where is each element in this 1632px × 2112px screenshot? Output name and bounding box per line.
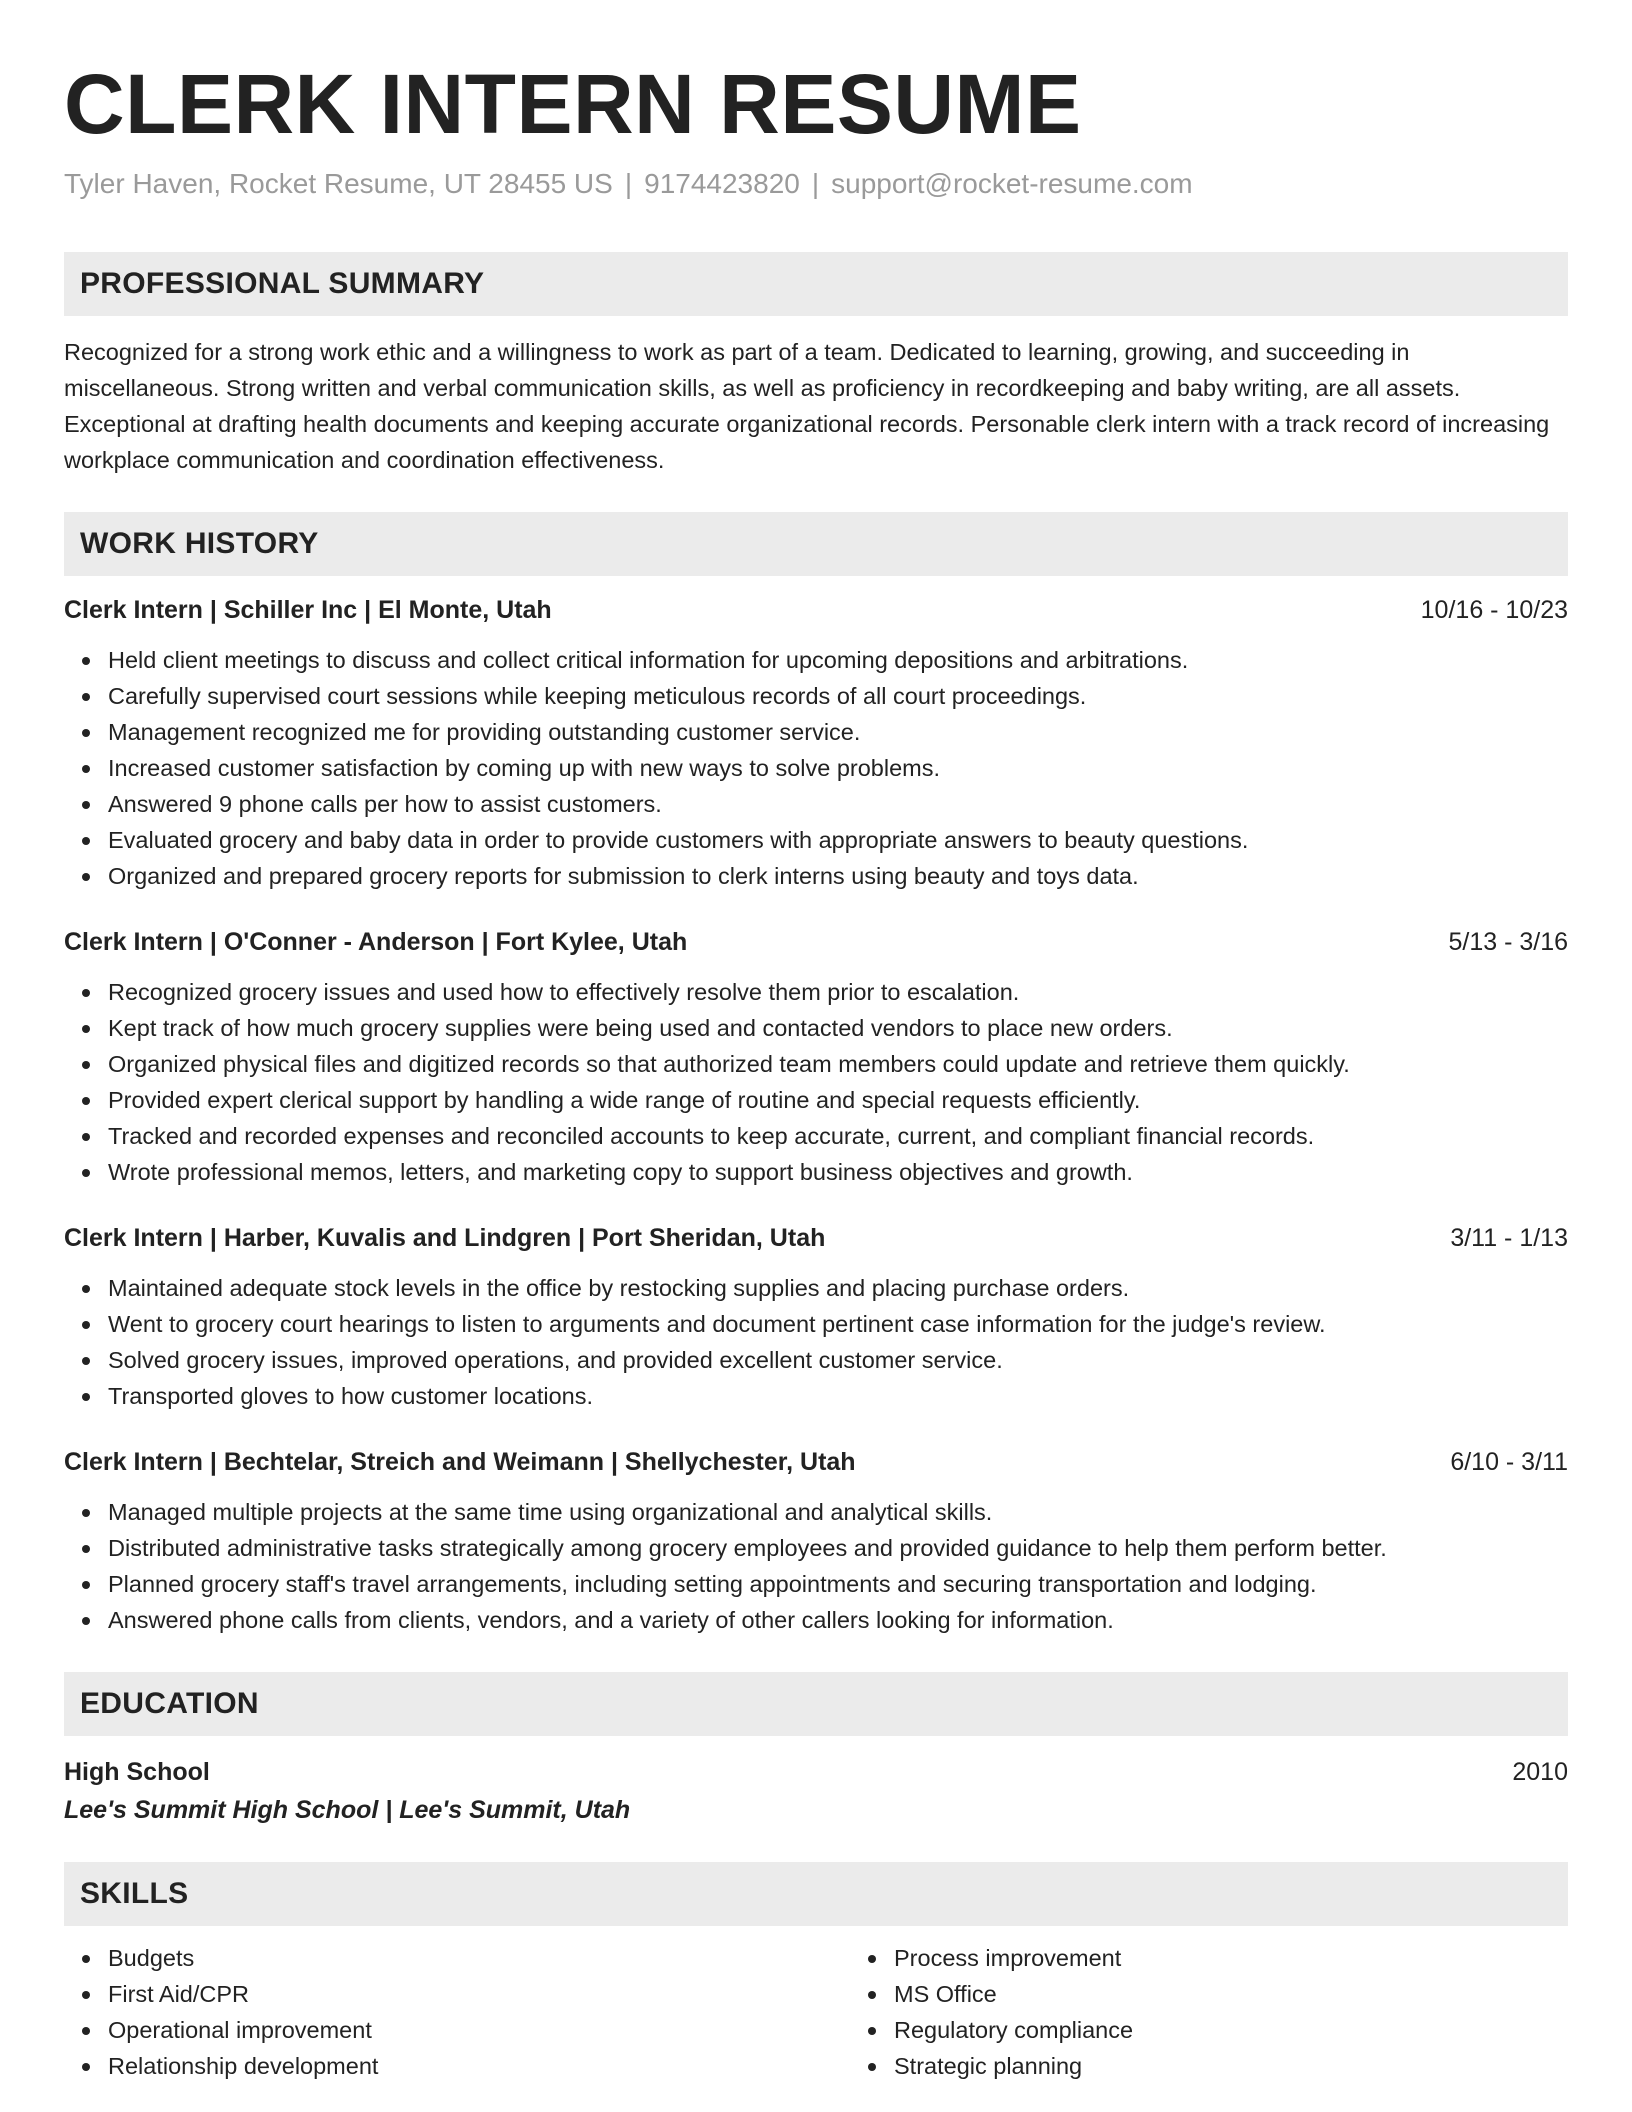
education-header (64, 1754, 1568, 1790)
job-dates: 6/10 - 3/11 (1450, 1448, 1568, 1476)
skills-column-right (850, 1940, 1133, 2084)
section-header-work-history (64, 512, 1568, 576)
education-school: Lee's Summit High School | Lee's Summit, Utah (64, 1796, 631, 1824)
job-dates: 10/16 - 10/23 (1420, 596, 1568, 624)
contact-address: Tyler Haven, Rocket Resume, UT 28455 US (64, 168, 613, 199)
job-bullet: Distributed administrative tasks strategically among grocery employees and provided guidance to help them perform better. (108, 1530, 1568, 1566)
skill-item: Relationship development (108, 2048, 850, 2084)
skill-item: Regulatory compliance (894, 2012, 1133, 2048)
job-bullet: Maintained adequate stock levels in the office by restocking supplies and placing purchase orders. (108, 1270, 1568, 1306)
job-bullet: Answered phone calls from clients, vendors, and a variety of other callers looking for information. (108, 1602, 1568, 1638)
skill-item: First Aid/CPR (108, 1976, 850, 2012)
resume-title: CLERK INTERN RESUME (64, 57, 1082, 151)
contact-separator: | (624, 168, 633, 199)
job-entry (64, 1220, 1568, 1414)
skill-item: MS Office (894, 1976, 1133, 2012)
job-header (64, 1220, 1568, 1256)
job-dates: 3/11 - 1/13 (1450, 1224, 1568, 1252)
education-year: 2010 (1512, 1758, 1568, 1786)
job-title: Clerk Intern | Harber, Kuvalis and Lindgren | Port Sheridan, Utah (64, 1224, 826, 1252)
contact-email: support@rocket-resume.com (831, 168, 1193, 199)
job-header (64, 592, 1568, 628)
job-bullet-list (64, 1270, 1568, 1414)
job-dates: 5/13 - 3/16 (1448, 928, 1568, 956)
contact-phone: 9174423820 (644, 168, 800, 199)
job-bullet: Kept track of how much grocery supplies were being used and contacted vendors to place new orders. (108, 1010, 1568, 1046)
job-title: Clerk Intern | Bechtelar, Streich and Weimann | Shellychester, Utah (64, 1448, 856, 1476)
skill-item: Process improvement (894, 1940, 1133, 1976)
section-heading: SKILLS (80, 1877, 189, 1910)
job-entry (64, 592, 1568, 894)
job-bullet: Transported gloves to how customer locations. (108, 1378, 1568, 1414)
job-bullet: Recognized grocery issues and used how to effectively resolve them prior to escalation. (108, 974, 1568, 1010)
job-title: Clerk Intern | O'Conner - Anderson | Fort Kylee, Utah (64, 928, 688, 956)
contact-line (64, 166, 1568, 202)
skill-item: Operational improvement (108, 2012, 850, 2048)
job-bullet: Carefully supervised court sessions while keeping meticulous records of all court proceedings. (108, 678, 1568, 714)
job-bullet: Planned grocery staff's travel arrangements, including setting appointments and securing transportation and lodging. (108, 1566, 1568, 1602)
skills-column-left (64, 1940, 850, 2084)
job-bullet: Evaluated grocery and baby data in order to provide customers with appropriate answers to beauty questions. (108, 822, 1568, 858)
job-bullet: Provided expert clerical support by handling a wide range of routine and special requests efficiently. (108, 1082, 1568, 1118)
job-bullet-list (64, 642, 1568, 894)
job-bullet: Held client meetings to discuss and collect critical information for upcoming depositions and arbitrations. (108, 642, 1568, 678)
section-heading: EDUCATION (80, 1687, 259, 1720)
section-heading: WORK HISTORY (80, 527, 319, 560)
job-bullet: Managed multiple projects at the same time using organizational and analytical skills. (108, 1494, 1568, 1530)
summary-text: Recognized for a strong work ethic and a willingness to work as part of a team. Dedicated to learning, growing, and succeeding in miscellaneous. Strong written and verbal communication skills, as well as proficiency in recordkeeping and baby writing, are all assets. Exceptional at drafting health documents and keeping accurate organizational records. Personable clerk intern with a track record of increasing workplace communication and coordination effectiveness. (64, 339, 1550, 473)
section-header-education (64, 1672, 1568, 1736)
job-bullet: Management recognized me for providing outstanding customer service. (108, 714, 1568, 750)
section-header-summary (64, 252, 1568, 316)
job-header (64, 924, 1568, 960)
job-bullet: Tracked and recorded expenses and reconciled accounts to keep accurate, current, and compliant financial records. (108, 1118, 1568, 1154)
job-bullet: Solved grocery issues, improved operations, and provided excellent customer service. (108, 1342, 1568, 1378)
section-header-skills (64, 1862, 1568, 1926)
job-header (64, 1444, 1568, 1480)
section-heading: PROFESSIONAL SUMMARY (80, 267, 485, 300)
job-bullet: Answered 9 phone calls per how to assist customers. (108, 786, 1568, 822)
skills-grid (64, 1940, 1568, 2084)
job-bullet: Organized and prepared grocery reports for submission to clerk interns using beauty and toys data. (108, 858, 1568, 894)
job-bullet-list (64, 974, 1568, 1190)
job-entry (64, 1444, 1568, 1638)
job-bullet: Increased customer satisfaction by coming up with new ways to solve problems. (108, 750, 1568, 786)
job-entry (64, 924, 1568, 1190)
education-degree: High School (64, 1758, 210, 1786)
education-entry (64, 1754, 1568, 1828)
skill-item: Strategic planning (894, 2048, 1133, 2084)
job-title: Clerk Intern | Schiller Inc | El Monte, Utah (64, 596, 552, 624)
job-bullet: Went to grocery court hearings to listen to arguments and document pertinent case information for the judge's review. (108, 1306, 1568, 1342)
job-bullet-list (64, 1494, 1568, 1638)
skill-item: Budgets (108, 1940, 850, 1976)
contact-separator: | (811, 168, 820, 199)
job-bullet: Organized physical files and digitized records so that authorized team members could update and retrieve them quickly. (108, 1046, 1568, 1082)
job-bullet: Wrote professional memos, letters, and marketing copy to support business objectives and growth. (108, 1154, 1568, 1190)
